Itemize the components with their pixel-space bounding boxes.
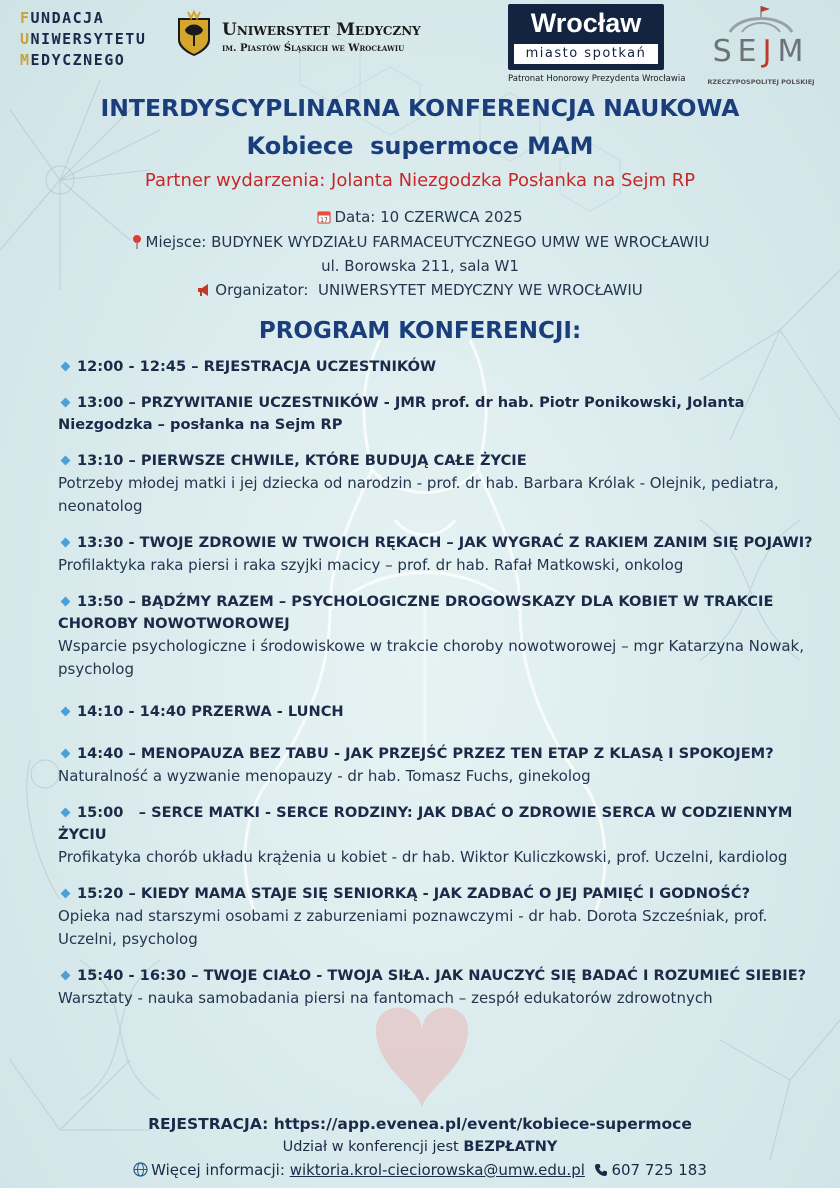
program-item <box>58 883 818 951</box>
diamond-bullet-icon <box>61 970 71 980</box>
event-address: ul. Borowska 211, sala W1 <box>321 257 519 275</box>
event-date-text: Data: 10 CZERWCA 2025 <box>334 208 523 226</box>
program-item-description: Profilaktyka raka piersi i raka szyjki macicy – prof. dr hab. Rafał Matkowski, onkolog <box>58 556 684 574</box>
sejm-subtitle: RZECZYPOSPOLITEJ POLSKIEJ <box>707 78 815 86</box>
contact-email-link[interactable]: wiktoria.krol-cieciorowska@umw.edu.pl <box>289 1161 585 1179</box>
program-item-heading: 15:00 – SERCE MATKI - SERCE RODZINY: JAK DBAĆ O ZDROWIE SERCA W CODZIENNYM ŻYCIU <box>58 804 798 843</box>
contact-line <box>0 1161 840 1179</box>
program-item <box>58 743 818 788</box>
program-item-heading: 13:30 - TWOJE ZDROWIE W TWOICH RĘKACH – JAK WYGRAĆ Z RAKIEM ZANIM SIĘ POJAWI? <box>77 534 813 551</box>
fundacja-logo: FUNDACJA UNIWERSYTETU MEDYCZNEGO <box>20 9 147 69</box>
more-info-prefix: Więcej informacji: <box>151 1161 285 1179</box>
umw-subtitle: im. Piastów Śląskich we Wrocławiu <box>222 43 405 54</box>
diamond-bullet-icon <box>61 397 71 407</box>
diamond-bullet-icon <box>61 807 71 817</box>
calendar-icon <box>317 210 331 224</box>
contact-phone[interactable]: 607 725 183 <box>611 1161 707 1179</box>
participation-prefix: Udział w konferencji jest <box>282 1139 459 1155</box>
event-partner: Partner wydarzenia: Jolanta Niezgodzka Posłanka na Sejm RP <box>144 170 696 191</box>
program-item-description: Wsparcie psychologiczne i środowiskowe w trakcie choroby nowotworowej – mgr Katarzyna Nowak, psycholog <box>58 637 804 678</box>
sejm-building-icon <box>700 2 822 36</box>
program-item-heading: 14:40 – MENOPAUZA BEZ TABU - JAK PRZEJŚĆ PRZEZ TEN ETAP Z KLASĄ I SPOKOJEM? <box>77 745 774 762</box>
program-item-heading: 15:20 – KIEDY MAMA STAJE SIĘ SENIORKĄ - JAK ZADBAĆ O JEJ PAMIĘĆ I GODNOŚĆ? <box>77 885 751 902</box>
program-item-heading: 13:50 – BĄDŹMY RAZEM – PSYCHOLOGICZNE DROGOWSKAZY DLA KOBIET W TRAKCIE CHOROBY NOWOTWOROWEJ <box>58 593 774 632</box>
program-item <box>58 701 818 723</box>
sejm-logo <box>700 2 822 92</box>
umw-name: Uniwersytet Medyczny <box>222 20 421 40</box>
event-date <box>0 208 840 226</box>
pin-icon <box>131 234 143 249</box>
program-title: PROGRAM KONFERENCJI: <box>258 318 582 344</box>
program-item-description: Potrzeby młodej matki i jej dziecka od narodzin - prof. dr hab. Barbara Królak - Olejnik, pediatra, neonatolog <box>58 474 779 515</box>
diamond-bullet-icon <box>61 455 71 465</box>
diamond-bullet-icon <box>61 748 71 758</box>
program-list <box>58 356 818 1024</box>
program-item-heading: 13:10 – PIERWSZE CHWILE, KTÓRE BUDUJĄ CAŁE ŻYCIE <box>77 452 527 469</box>
svg-text:17: 17 <box>320 217 329 224</box>
program-item-heading: 13:00 – PRZYWITANIE UCZESTNIKÓW - JMR prof. dr hab. Piotr Ponikowski, Jolanta Niezgodzka – posłanka na Sejm RP <box>58 394 745 433</box>
diamond-bullet-icon <box>61 361 71 371</box>
wroclaw-title: Wrocław <box>530 8 642 38</box>
program-item <box>58 965 818 1010</box>
program-item-heading: 14:10 - 14:40 PRZERWA - LUNCH <box>77 703 344 720</box>
megaphone-icon <box>197 283 212 297</box>
umw-crest-icon <box>174 10 214 58</box>
program-item-heading: 12:00 - 12:45 – REJESTRACJA UCZESTNIKÓW <box>77 358 437 375</box>
program-item-description: Profikatyka chorób układu krążenia u kobiet - dr hab. Wiktor Kuliczkowski, prof. Uczelni, kardiolog <box>58 848 788 866</box>
event-place <box>0 233 840 251</box>
conference-subtitle: Kobiece supermoce MAM <box>246 132 594 160</box>
event-organizer <box>0 281 840 299</box>
program-item-description: Warsztaty - nauka samobadania piersi na fantomach – zespół edukatorów zdrowotnych <box>58 989 713 1007</box>
program-item <box>58 802 818 869</box>
wroclaw-logo <box>508 4 686 88</box>
program-item <box>58 356 818 378</box>
program-item <box>58 532 818 577</box>
diamond-bullet-icon <box>61 537 71 547</box>
participation-note <box>0 1139 840 1155</box>
program-item <box>58 392 818 436</box>
program-item-description: Naturalność a wyzwanie menopauzy - dr hab. Tomasz Fuchs, ginekolog <box>58 767 591 785</box>
wroclaw-subtitle: miasto spotkań <box>514 44 658 64</box>
diamond-bullet-icon <box>61 706 71 716</box>
umw-logo <box>172 8 482 58</box>
registration-link[interactable]: REJESTRACJA: https://app.evenea.pl/event/kobiece-supermoce <box>148 1115 692 1133</box>
diamond-bullet-icon <box>61 888 71 898</box>
event-organizer-text: Organizator: UNIWERSYTET MEDYCZNY WE WROCŁAWIU <box>215 281 643 299</box>
program-item <box>58 591 818 681</box>
participation-free: BEZPŁATNY <box>463 1139 558 1155</box>
event-place-text: Miejsce: BUDYNEK WYDZIAŁU FARMACEUTYCZNEGO UMW WE WROCŁAWIU <box>145 233 710 251</box>
program-item <box>58 450 818 518</box>
sejm-word: SEJM <box>712 34 810 69</box>
diamond-bullet-icon <box>61 596 71 606</box>
program-item-heading: 15:40 - 16:30 – TWOJE CIAŁO - TWOJA SIŁA. JAK NAUCZYĆ SIĘ BADAĆ I ROZUMIEĆ SIEBIE? <box>77 967 807 984</box>
wroclaw-patronat: Patronat Honorowy Prezydenta Wrocławia <box>508 74 686 84</box>
program-item-description: Opieka nad starszymi osobami z zaburzeniami poznawczymi - dr hab. Dorota Szcześniak, prof. Uczelni, psycholog <box>58 907 768 948</box>
globe-icon <box>133 1162 148 1177</box>
conference-title: INTERDYSCYPLINARNA KONFERENCJA NAUKOWA <box>100 94 740 122</box>
phone-icon <box>594 1163 608 1177</box>
